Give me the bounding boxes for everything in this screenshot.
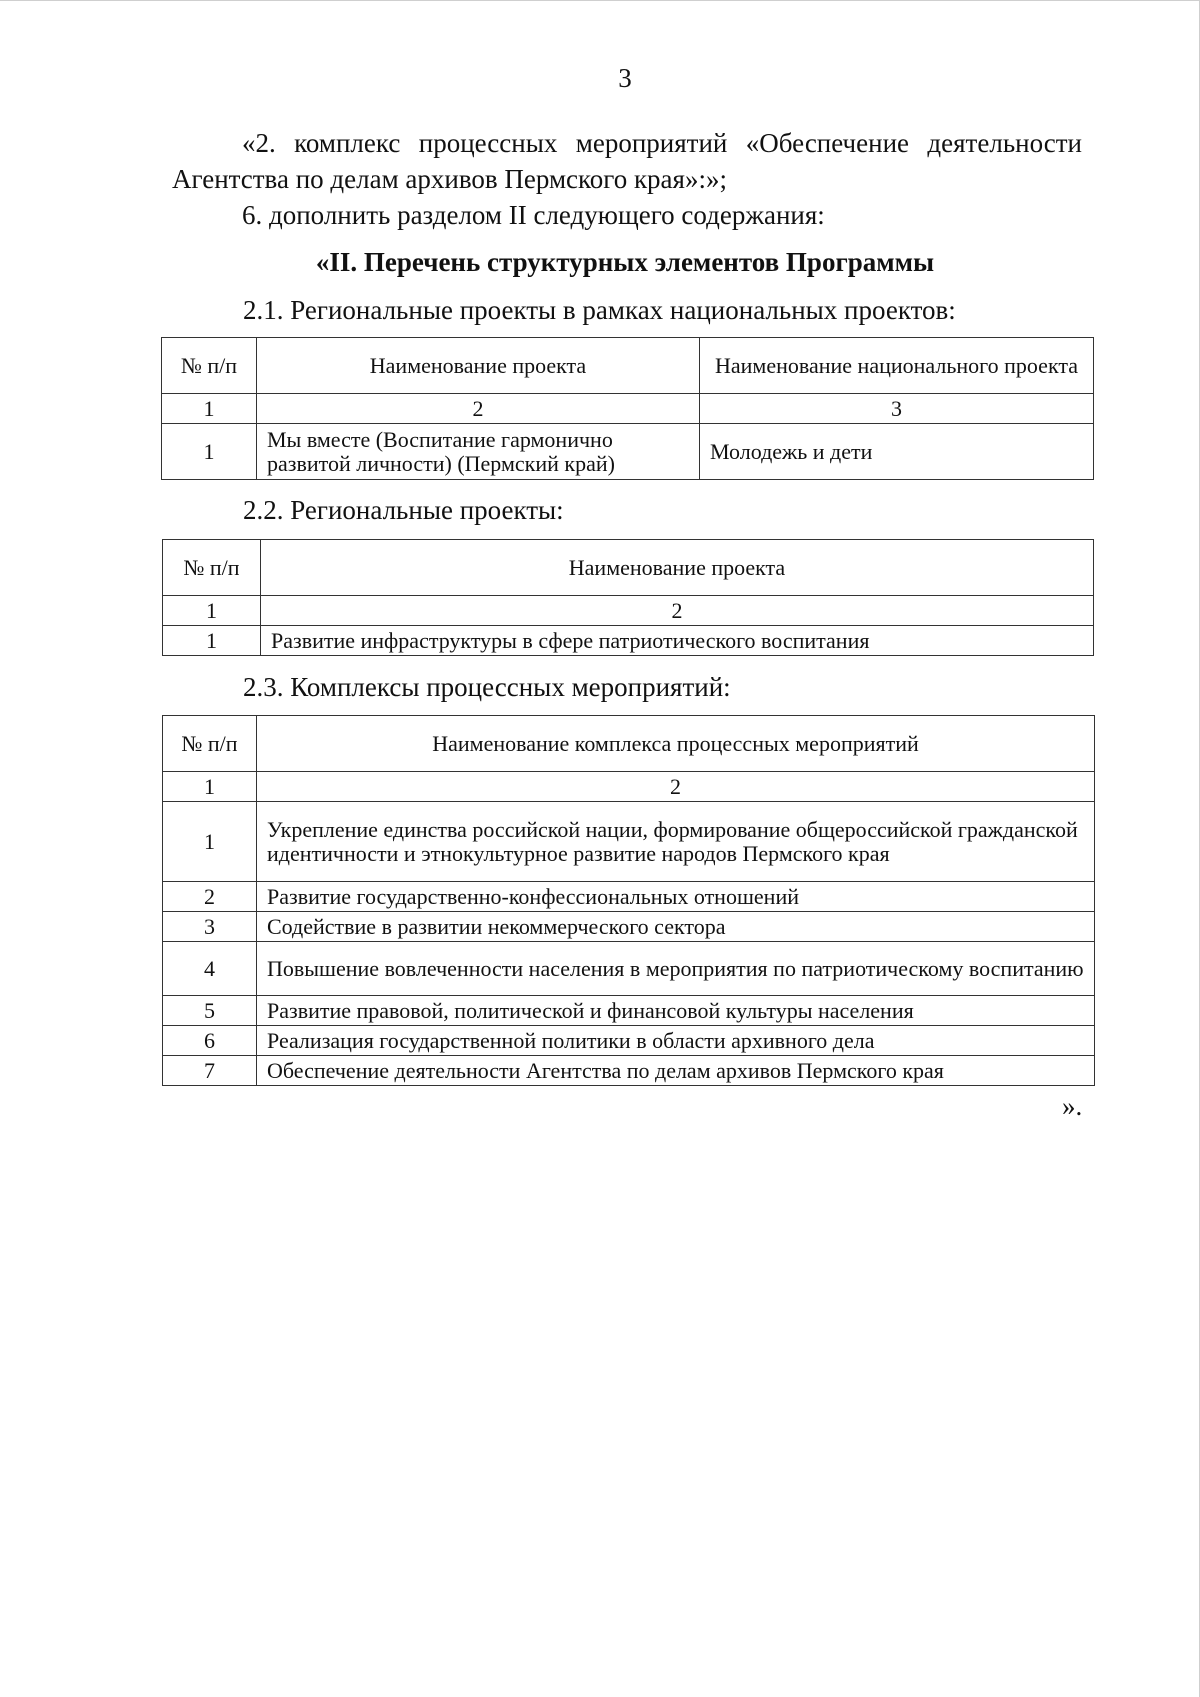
- index-cell: 1: [163, 596, 261, 626]
- subsection-2-2-title: 2.2. Региональные проекты:: [243, 495, 564, 525]
- row-num: 1: [163, 802, 257, 882]
- table-index-row: [163, 596, 1094, 626]
- header-num: № п/п: [163, 540, 261, 596]
- regional-national-projects-table: [161, 337, 1094, 480]
- row-num: 6: [163, 1026, 257, 1056]
- row-complex-name: Содействие в развитии некоммерческого сектора: [257, 912, 1095, 942]
- subsection-2-3-title: 2.3. Комплексы процессных мероприятий:: [243, 672, 731, 702]
- table-row: [163, 1026, 1095, 1056]
- table-header-row: [163, 716, 1095, 772]
- row-national-project: Молодежь и дети: [700, 424, 1094, 480]
- header-project-name: Наименование проекта: [257, 338, 700, 394]
- row-num: 1: [162, 424, 257, 480]
- subsection-2-1-title: 2.1. Региональные проекты в рамках национальных проектов:: [243, 295, 956, 325]
- index-cell: 1: [163, 772, 257, 802]
- row-complex-name: Укрепление единства российской нации, формирование общероссийской гражданской идентичности и этнокультурное развитие народов Пермского края: [257, 802, 1095, 882]
- table-header-row: [163, 540, 1094, 596]
- row-complex-name: Обеспечение деятельности Агентства по делам архивов Пермского края: [257, 1056, 1095, 1086]
- row-num: 5: [163, 996, 257, 1026]
- header-num: № п/п: [163, 716, 257, 772]
- index-cell: 2: [257, 394, 700, 424]
- index-cell: 3: [700, 394, 1094, 424]
- table-row: [163, 942, 1095, 996]
- index-cell: 1: [162, 394, 257, 424]
- table-index-row: [162, 394, 1094, 424]
- table-row: [163, 802, 1095, 882]
- page-number: 3: [618, 63, 632, 93]
- table-row: [163, 1056, 1095, 1086]
- row-num: 4: [163, 942, 257, 996]
- row-project-name: Мы вместе (Воспитание гармонично развитой личности) (Пермский край): [257, 424, 700, 480]
- header-national-project: Наименование национального проекта: [700, 338, 1094, 394]
- table-row: [163, 996, 1095, 1026]
- row-project-name: Развитие инфраструктуры в сфере патриотического воспитания: [261, 626, 1094, 656]
- regional-projects-table: [162, 539, 1094, 656]
- row-complex-name: Реализация государственной политики в области архивного дела: [257, 1026, 1095, 1056]
- row-num: 3: [163, 912, 257, 942]
- row-num: 1: [163, 626, 261, 656]
- paragraph-amendment-item: «2. комплекс процессных мероприятий «Обеспечение деятельности Агентства по делам архивов Пермского края»:»;: [172, 128, 1082, 194]
- table-row: [163, 912, 1095, 942]
- index-cell: 2: [261, 596, 1094, 626]
- row-num: 2: [163, 882, 257, 912]
- index-cell: 2: [257, 772, 1095, 802]
- table-header-row: [162, 338, 1094, 394]
- closing-quote: ».: [1062, 1091, 1083, 1121]
- row-complex-name: Развитие правовой, политической и финансовой культуры населения: [257, 996, 1095, 1026]
- row-complex-name: Повышение вовлеченности населения в мероприятия по патриотическому воспитанию: [257, 942, 1095, 996]
- row-num: 7: [163, 1056, 257, 1086]
- table-row: [163, 626, 1094, 656]
- table-index-row: [163, 772, 1095, 802]
- row-complex-name: Развитие государственно-конфессиональных отношений: [257, 882, 1095, 912]
- table-row: [162, 424, 1094, 480]
- section-heading: «II. Перечень структурных элементов Программы: [315, 247, 935, 277]
- header-num: № п/п: [162, 338, 257, 394]
- process-measures-table: [162, 715, 1095, 1086]
- paragraph-add-section: 6. дополнить разделом II следующего содержания:: [242, 200, 825, 230]
- table-row: [163, 882, 1095, 912]
- header-complex-name: Наименование комплекса процессных мероприятий: [257, 716, 1095, 772]
- header-project-name: Наименование проекта: [261, 540, 1094, 596]
